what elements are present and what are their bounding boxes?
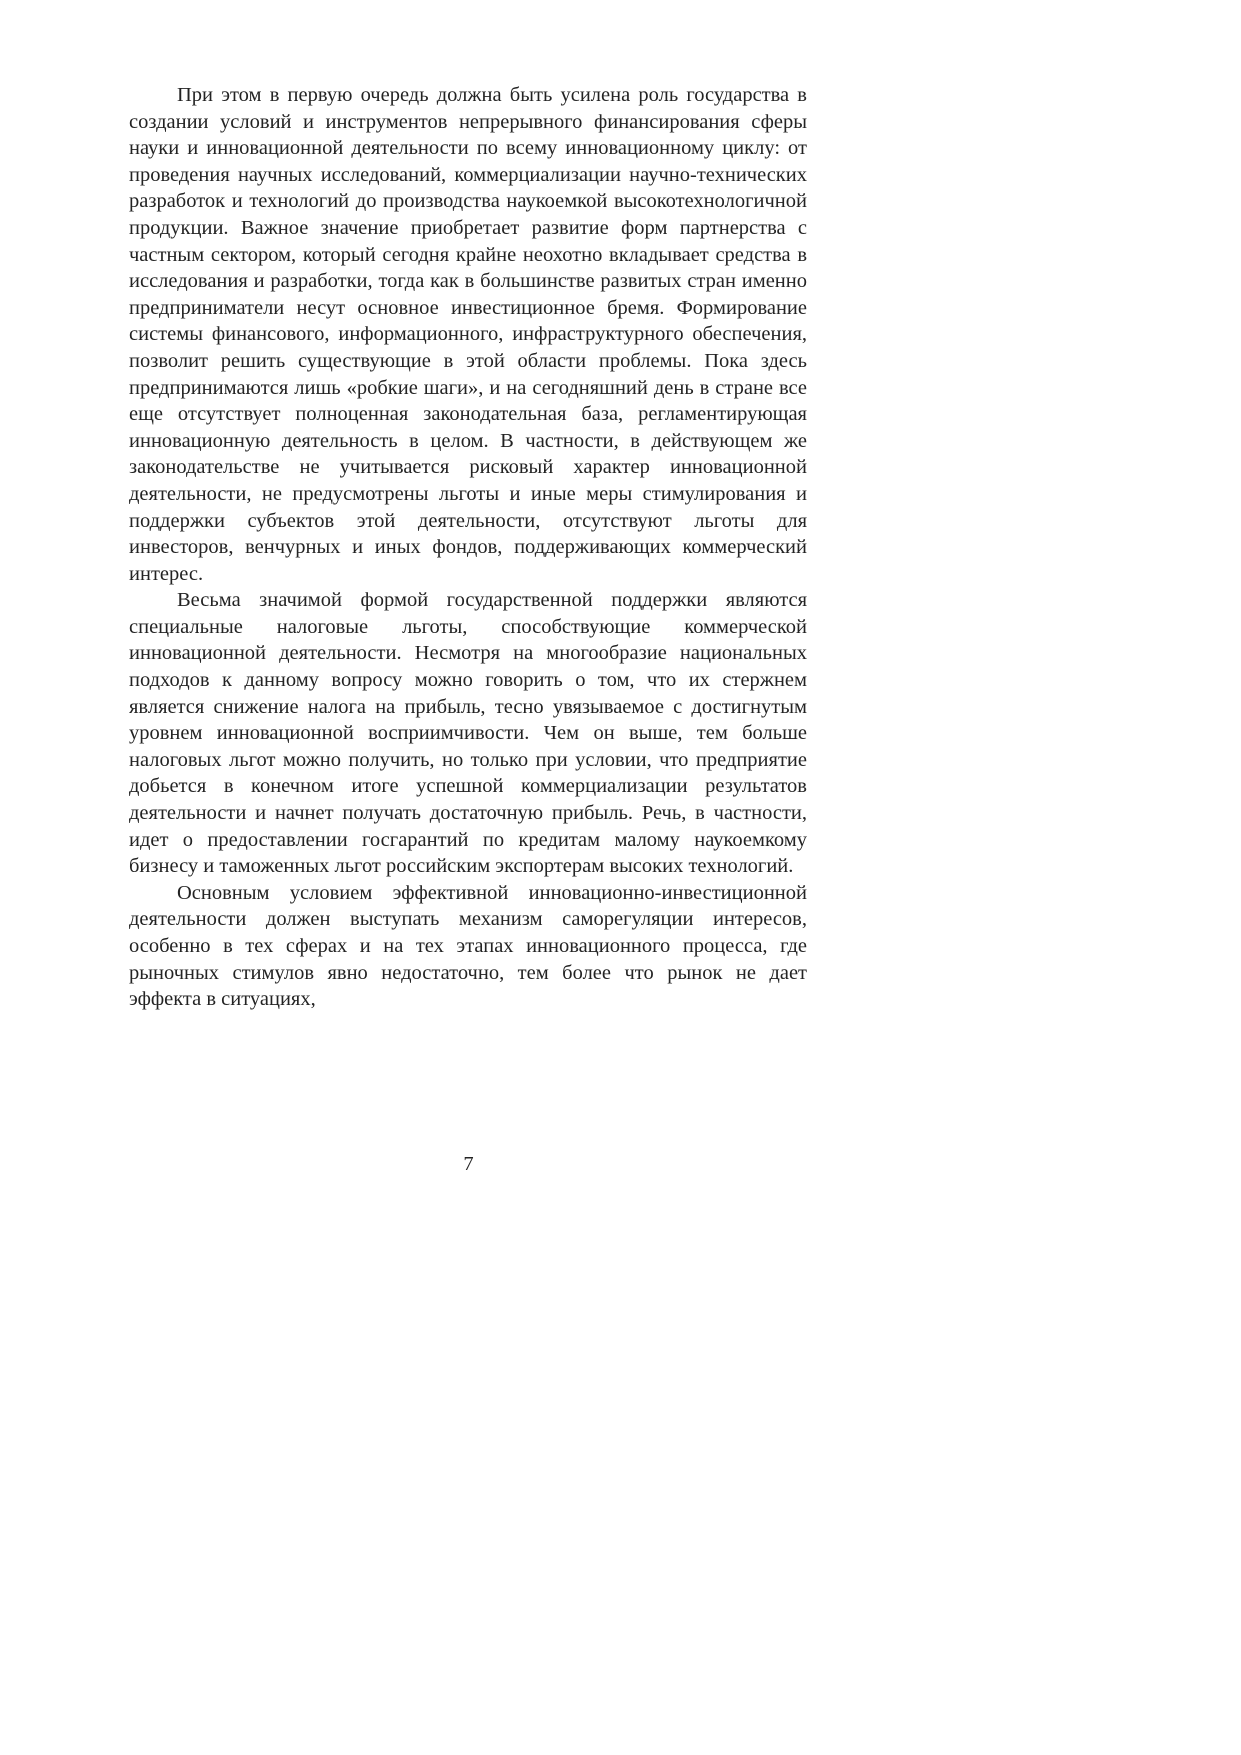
paragraph-1: При этом в первую очередь должна быть усилена роль государства в создании условий и инструментов непрерывного финансирования сферы науки и инновационной деятельности по всему инновационному циклу: от проведения научных исследований, коммерциализации научно-технических разработок и технологий до производства наукоемкой высокотехнологичной продукции. Важное значение приобретает развитие форм партнерства с частным сектором, который сегодня крайне неохотно вкладывает средства в исследования и разработки, тогда как в большинстве развитых стран именно предприниматели несут основное инвестиционное бремя. Формирование системы финансового, информационного, инфраструктурного обеспечения, позволит решить существующие в этой области проблемы. Пока здесь предпринимаются лишь «робкие шаги», и на сегодняшний день в стране все еще отсутствует полноценная законодательная база, регламентирующая инновационную деятельность в целом. В частности, в действующем же законодательстве не учитывается рисковый характер инновационной деятельности, не предусмотрены льготы и иные меры стимулирования и поддержки субъектов этой деятельности, отсутствуют льготы для инвесторов, венчурных и иных фондов, поддерживающих коммерческий интерес. bbox=[129, 84, 807, 585]
body-text bbox=[129, 82, 807, 1013]
paragraph-3: Основным условием эффективной инновационно-инвестиционной деятельности должен выступать механизм саморегуляции интересов, особенно в тех сферах и на тех этапах инновационного процесса, где рыночных стимулов явно недостаточно, тем более что рынок не дает эффекта в ситуациях, bbox=[129, 881, 807, 1011]
paragraph-2: Весьма значимой формой государственной поддержки являются специальные налоговые льготы, способствующие коммерческой инновационной деятельности. Несмотря на многообразие национальных подходов к данному вопросу можно говорить о том, что их стержнем является снижение налога на прибыль, тесно увязываемое с достигнутым уровнем инновационной восприимчивости. Чем он выше, тем больше налоговых льгот можно получить, но только при условии, что предприятие добьется в конечном итоге успешной коммерциализации результатов деятельности и начнет получать достаточную прибыль. Речь, в частности, идет о предоставлении госгарантий по кредитам малому наукоемкому бизнесу и таможенных льгот российским экспортерам высоких технологий. bbox=[129, 589, 807, 878]
page-number: 7 bbox=[463, 1153, 474, 1175]
